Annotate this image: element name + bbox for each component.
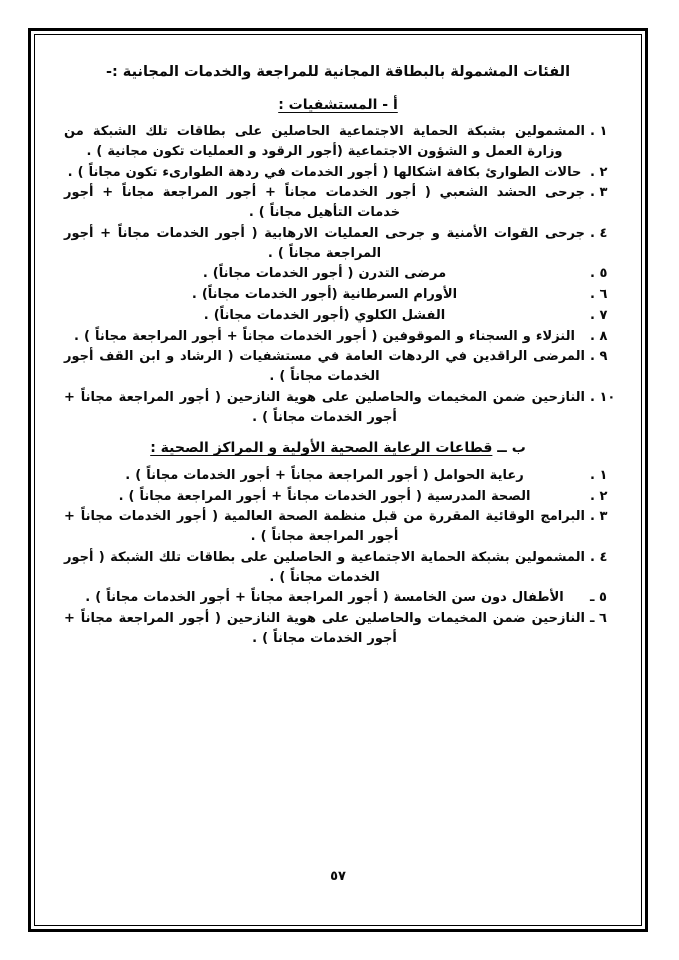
list-item-text: النازحين ضمن المخيمات والحاصلين على هوية النازحين ( أجور المراجعة مجاناً + أجور الخدمات مجاناً ) .: [64, 389, 585, 425]
list-item: [54, 388, 622, 428]
list-item-text: النزلاء و السجناء و الموقوفين ( أجور الخدمات مجاناً + أجور المراجعة مجاناً ) .: [74, 328, 575, 344]
section-heading-prefix: ب ــ: [492, 440, 526, 457]
list-item: [54, 609, 622, 649]
list-item-text: النازحين ضمن المخيمات والحاصلين على هوية النازحين ( أجور المراجعة مجاناً + أجور الخدمات مجاناً ) .: [64, 611, 585, 646]
list-item-text: المشمولين بشبكة الحماية الاجتماعية و الحاصلين على بطاقات تلك الشبكة ( أجور الخدمات مجاناً ) .: [64, 549, 585, 585]
list-item-marker: ٥ .: [590, 266, 608, 282]
list-item-marker: ٣ .: [590, 185, 608, 201]
section-heading-primary-health-care-label: قطاعات الرعاية الصحية الأولية و المراكز الصحية :: [150, 440, 493, 457]
list-primary-health-care: [54, 466, 622, 649]
section-primary-health-care: [54, 437, 622, 648]
list-item: [54, 588, 622, 608]
list-item-text: الأطفال دون سن الخامسة ( أجور المراجعة مجاناً + أجور الخدمات مجاناً ) .: [85, 590, 564, 606]
list-item-marker: ١ .: [590, 124, 608, 140]
list-item-marker: ٤ .: [590, 225, 608, 241]
list-item-text: جرحى الحشد الشعبي ( أجور الخدمات مجاناً + أجور المراجعة مجاناً + أجور خدمات التأهيل مجاناً ) .: [64, 185, 585, 221]
list-item-marker: ٦ .: [590, 287, 608, 303]
list-item-text: جرحى القوات الأمنية و جرحى العمليات الارهابية ( أجور الخدمات مجاناً + أجور المراجعة مجاناً ) .: [64, 225, 585, 261]
page-number: ٥٧: [330, 869, 346, 884]
list-item-marker: ١ .: [590, 467, 608, 483]
list-item-text: الصحة المدرسية ( أجور الخدمات مجاناً + أجور المراجعة مجاناً ) .: [118, 488, 531, 504]
list-item-marker: ٥ ـ: [590, 590, 607, 606]
list-hospitals: [54, 122, 622, 427]
list-item: [54, 306, 622, 326]
list-item-text: حالات الطوارئ بكافة اشكالها ( أجور الخدمات في ردهة الطوارىء تكون مجاناً ) .: [67, 164, 582, 180]
list-item: [54, 507, 622, 547]
list-item-marker: ٤ .: [590, 549, 608, 565]
section-heading-hospitals: [54, 94, 622, 116]
list-item-marker: ٩ .: [590, 349, 608, 365]
list-item-marker: ٨ .: [590, 328, 608, 344]
list-item-text: رعاية الحوامل ( أجور المراجعة مجاناً + أجور الخدمات مجاناً ) .: [125, 467, 524, 483]
list-item-marker: ٣ .: [590, 509, 608, 525]
list-item-text: المشمولين بشبكة الحماية الاجتماعية الحاصلين على بطاقات تلك الشبكة من وزارة العمل و الشؤون الاجتماعية (أجور الرقود و العمليات تكون مجانية ) .: [64, 124, 585, 159]
list-item: [54, 548, 622, 588]
list-item-text: الفشل الكلوي (أجور الخدمات مجاناً) .: [203, 307, 446, 323]
list-item-text: المرضى الراقدين في الردهات العامة في مستشفيات ( الرشاد و ابن القف أجور الخدمات مجاناً ) .: [64, 349, 585, 385]
section-heading-primary-health-care: [54, 437, 622, 459]
list-item-text: الأورام السرطانية (أجور الخدمات مجاناً) .: [191, 287, 458, 303]
section-hospitals: [54, 94, 622, 428]
list-item-text: مرضى التدرن ( أجور الخدمات مجاناً) .: [202, 266, 447, 282]
list-item: [54, 327, 622, 347]
list-item-text: البرامج الوقائية المقررة من قبل منظمة الصحة العالمية ( أجور الخدمات مجاناً + أجور المراجعة مجاناً ) .: [64, 509, 585, 545]
page-title: الفئات المشمولة بالبطاقة المجانية للمراجعة والخدمات المجانية :-: [105, 64, 571, 80]
list-item-marker: ١٠ .: [590, 389, 616, 405]
list-item: [54, 285, 622, 305]
list-item: [54, 183, 622, 223]
list-item: [54, 224, 622, 264]
list-item-marker: ٦ ـ: [590, 611, 607, 627]
list-item: [54, 487, 622, 507]
list-item: [54, 122, 622, 162]
list-item-marker: ٧ .: [590, 307, 608, 323]
list-item: [54, 466, 622, 486]
section-heading-hospitals-label: أ - المستشفيات :: [278, 96, 398, 113]
page-content: [46, 46, 630, 914]
list-item: [54, 347, 622, 387]
list-item: [54, 264, 622, 284]
list-item-marker: ٢ .: [590, 488, 608, 504]
list-item-marker: ٢ .: [590, 164, 608, 180]
list-item: [54, 163, 622, 183]
